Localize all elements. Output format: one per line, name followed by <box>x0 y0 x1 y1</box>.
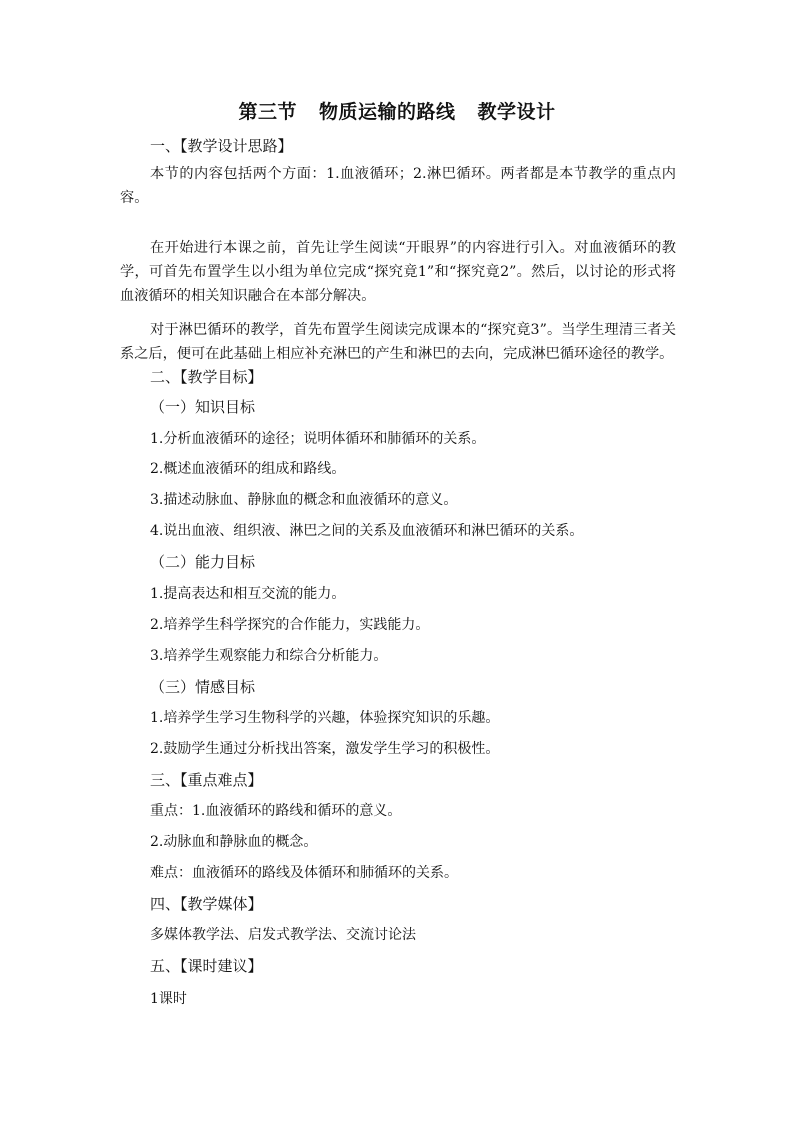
ability-goal-item: 3.培养学生观察能力和综合分析能力。 <box>150 648 388 664</box>
design-paragraph-1: 本节的内容包括两个方面：1.血液循环；2.淋巴循环。两者都是本节教学的重点内容。 <box>120 166 676 206</box>
knowledge-goal-item: 4.说出血液、组织液、淋巴之间的关系及血液循环和淋巴循环的关系。 <box>150 523 584 539</box>
key-point-item: 2.动脉血和静脉血的概念。 <box>150 834 318 850</box>
section-heading-hours: 五、【课时建议】 <box>150 957 263 975</box>
title-topic: 物质运输的路线 <box>318 101 456 123</box>
title-section-number: 第三节 <box>238 101 297 123</box>
emotion-goal-item: 2.鼓励学生通过分析找出答案，激发学生学习的积极性。 <box>150 741 500 757</box>
title-doc-type: 教学设计 <box>477 101 556 123</box>
design-paragraph-3: 对于淋巴循环的教学，首先布置学生阅读完成课本的“探究竟3”。当学生理清三者关系之后，便可在此基础上相应补充淋巴的产生和淋巴的去向，完成淋巴循环途径的教学。 <box>120 322 676 362</box>
section-heading-goals: 二、【教学目标】 <box>150 368 263 386</box>
knowledge-goal-item: 1.分析血液循环的途径；说明体循环和肺循环的关系。 <box>150 431 486 447</box>
key-point-item: 重点：1.血液循环的路线和循环的意义。 <box>150 803 402 819</box>
ability-goals-heading: （二）能力目标 <box>150 553 256 571</box>
design-paragraph-2: 在开始进行本课之前，首先让学生阅读“开眼界”的内容进行引入。对血液循环的教学，可首先布置学生以小组为单位完成“探究竟1”和“探究竟2”。然后，以讨论的形式将血液循环的相关知识融合在本部分解决。 <box>120 240 676 304</box>
knowledge-goals-heading: （一）知识目标 <box>150 398 256 416</box>
media-text: 多媒体教学法、启发式教学法、交流讨论法 <box>150 927 416 943</box>
hours-text: 1课时 <box>150 991 187 1007</box>
emotion-goals-heading: （三）情感目标 <box>150 678 256 696</box>
page-title <box>0 97 794 124</box>
section-heading-design: 一、【教学设计思路】 <box>150 137 293 155</box>
emotion-goal-item: 1.培养学生学习生物科学的兴趣，体验探究知识的乐趣。 <box>150 710 500 726</box>
knowledge-goal-item: 2.概述血液循环的组成和路线。 <box>150 461 346 477</box>
ability-goal-item: 1.提高表达和相互交流的能力。 <box>150 586 346 602</box>
ability-goal-item: 2.培养学生科学探究的合作能力，实践能力。 <box>150 617 430 633</box>
section-heading-keypoints: 三、【重点难点】 <box>150 771 263 789</box>
section-heading-media: 四、【教学媒体】 <box>150 895 263 913</box>
knowledge-goal-item: 3.描述动脉血、静脉血的概念和血液循环的意义。 <box>150 492 458 508</box>
difficulty-item: 难点：血液循环的路线及体循环和肺循环的关系。 <box>150 865 458 881</box>
